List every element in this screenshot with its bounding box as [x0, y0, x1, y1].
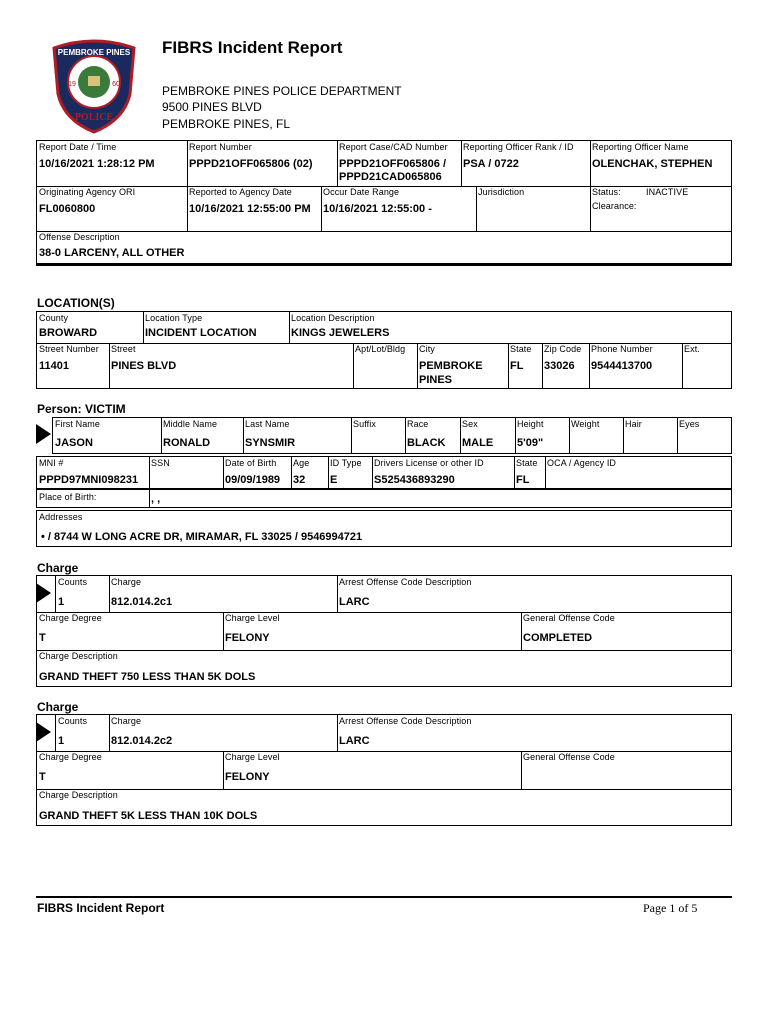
last-name-label: Last Name — [245, 419, 290, 429]
city-value-1: PEMBROKE — [419, 360, 483, 372]
zip-label: Zip Code — [544, 344, 582, 354]
officer-name-label: Reporting Officer Name — [592, 142, 689, 152]
person-name-table — [52, 417, 732, 454]
charge-desc-label: Charge Description — [39, 790, 118, 800]
jurisdiction-label: Jurisdiction — [478, 187, 525, 197]
weight-label: Weight — [571, 419, 600, 429]
mni-label: MNI # — [39, 458, 64, 468]
report-number-value: PPPD21OFF065806 (02) — [189, 158, 313, 170]
place-of-birth-row — [36, 489, 732, 508]
middle-name-label: Middle Name — [163, 419, 218, 429]
case-number-label: Report Case/CAD Number — [339, 142, 448, 152]
id-state-value: FL — [516, 474, 530, 486]
dl-label: Drivers License or other ID — [374, 458, 484, 468]
location-desc-value: KINGS JEWELERS — [291, 327, 390, 339]
first-name-value: JASON — [55, 437, 93, 449]
race-value: BLACK — [407, 437, 446, 449]
mni-value: PPPD97MNI098231 — [39, 474, 139, 486]
officer-rank-value: PSA / 0722 — [463, 158, 519, 170]
hair-label: Hair — [625, 419, 642, 429]
eyes-label: Eyes — [679, 419, 700, 429]
charge-label: Charge — [111, 577, 142, 587]
charge-degree-value: T — [39, 632, 46, 644]
race-label: Race — [407, 419, 429, 429]
ssn-label: SSN — [151, 458, 170, 468]
first-name-label: First Name — [55, 419, 101, 429]
id-type-label: ID Type — [330, 458, 362, 468]
status-label: Status: — [592, 187, 621, 197]
charge-1-section-title: Charge — [37, 561, 79, 575]
reported-date-value: 10/16/2021 12:55:00 PM — [189, 203, 311, 215]
addresses-label: Addresses — [39, 512, 83, 522]
counts-label: Counts — [58, 716, 88, 726]
dept-street: 9500 PINES BLVD — [162, 100, 262, 114]
reported-date-label: Reported to Agency Date — [189, 187, 292, 197]
counts-value: 1 — [58, 735, 65, 747]
oca-label: OCA / Agency ID — [547, 458, 617, 468]
middle-name-value: RONALD — [163, 437, 211, 449]
suffix-label: Suffix — [353, 419, 376, 429]
addresses-table — [36, 510, 732, 547]
county-label: County — [39, 313, 69, 323]
street-number-value: 11401 — [39, 360, 69, 372]
county-value: BROWARD — [39, 327, 98, 339]
street-number-label: Street Number — [39, 344, 99, 354]
charge-desc-label: Charge Description — [39, 651, 118, 661]
charge-level-label: Charge Level — [225, 613, 280, 623]
location-type-value: INCIDENT LOCATION — [145, 327, 257, 339]
location-table — [36, 311, 732, 389]
height-label: Height — [517, 419, 544, 429]
street-value: PINES BLVD — [111, 360, 177, 372]
dl-value: S525436893290 — [374, 474, 455, 486]
report-number-label: Report Number — [189, 142, 252, 152]
expand-arrow-icon — [36, 424, 51, 444]
height-value: 5'09" — [517, 437, 544, 449]
charge-level-value: FELONY — [225, 771, 270, 783]
arrest-code-label: Arrest Offense Code Description — [339, 577, 472, 587]
state-label: State — [510, 344, 532, 354]
occur-date-label: Occur Date Range — [323, 187, 400, 197]
officer-rank-label: Reporting Officer Rank / ID — [463, 142, 574, 152]
charge-2-table — [36, 714, 732, 826]
charge-level-label: Charge Level — [225, 752, 280, 762]
counts-label: Counts — [58, 577, 88, 587]
id-state-label: State — [516, 458, 538, 468]
id-type-value: E — [330, 474, 338, 486]
general-offense-label: General Offense Code — [523, 613, 615, 623]
last-name-value: SYNSMIR — [245, 437, 296, 449]
charge-level-value: FELONY — [225, 632, 270, 644]
dob-label: Date of Birth — [225, 458, 277, 468]
city-value-2: PINES — [419, 374, 453, 386]
charge-value: 812.014.2c1 — [111, 596, 173, 608]
general-offense-value: COMPLETED — [523, 632, 593, 644]
phone-value: 9544413700 — [591, 360, 653, 372]
seal-year-right: 60 — [112, 81, 120, 88]
offense-value: 38-0 LARCENY, ALL OTHER — [39, 247, 185, 259]
location-section-title: LOCATION(S) — [37, 296, 115, 310]
phone-label: Phone Number — [591, 344, 653, 354]
location-type-label: Location Type — [145, 313, 203, 323]
city-label: City — [419, 344, 435, 354]
state-value: FL — [510, 360, 524, 372]
street-label: Street — [111, 344, 136, 354]
police-seal-logo — [50, 38, 138, 134]
pob-label: Place of Birth: — [39, 492, 97, 502]
charge-2-section-title: Charge — [37, 700, 79, 714]
ori-value: FL0060800 — [39, 203, 96, 215]
address-item: • / 8744 W LONG ACRE DR, MIRAMAR, FL 33025 / 9546994721 — [41, 531, 363, 543]
sex-label: Sex — [462, 419, 478, 429]
officer-name-value: OLENCHAK, STEPHEN — [592, 158, 713, 170]
apt-label: Apt/Lot/Bldg — [355, 344, 406, 354]
charge-label: Charge — [111, 716, 142, 726]
arrest-code-label: Arrest Offense Code Description — [339, 716, 472, 726]
sex-value: MALE — [462, 437, 494, 449]
case-number-value-2: PPPD21CAD065806 — [339, 171, 442, 183]
report-date-label: Report Date / Time — [39, 142, 117, 152]
charge-1-table — [36, 575, 732, 687]
clearance-label: Clearance: — [592, 201, 637, 211]
dept-city: PEMBROKE PINES, FL — [162, 117, 291, 131]
seal-bottom-text: POLICE — [74, 112, 114, 123]
status-value: INACTIVE — [646, 187, 689, 197]
occur-date-value: 10/16/2021 12:55:00 - — [323, 203, 432, 215]
person-id-table — [36, 456, 732, 489]
pob-value: , , — [151, 493, 161, 505]
counts-value: 1 — [58, 596, 65, 608]
dob-value: 09/09/1989 — [225, 474, 281, 486]
person-section-title: Person: VICTIM — [37, 402, 126, 416]
report-info-table — [36, 140, 732, 266]
charge-desc-value: GRAND THEFT 5K LESS THAN 10K DOLS — [39, 810, 258, 822]
seal-top-text: PEMBROKE PINES — [57, 48, 131, 57]
arrest-code-value: LARC — [339, 735, 370, 747]
charge-degree-label: Charge Degree — [39, 613, 102, 623]
case-number-value-1: PPPD21OFF065806 / — [339, 158, 447, 170]
ori-label: Originating Agency ORI — [39, 187, 136, 197]
general-offense-label: General Offense Code — [523, 752, 615, 762]
age-value: 32 — [293, 474, 306, 486]
location-desc-label: Location Description — [291, 313, 375, 323]
ext-label: Ext. — [684, 344, 700, 354]
page-indicator: Page 1 of 5 — [643, 901, 698, 915]
charge-degree-label: Charge Degree — [39, 752, 102, 762]
charge-value: 812.014.2c2 — [111, 735, 173, 747]
charge-desc-value: GRAND THEFT 750 LESS THAN 5K DOLS — [39, 671, 256, 683]
dept-name: PEMBROKE PINES POLICE DEPARTMENT — [162, 84, 402, 98]
arrest-code-value: LARC — [339, 596, 370, 608]
footer-title: FIBRS Incident Report — [37, 901, 165, 915]
charge-degree-value: T — [39, 771, 46, 783]
footer-divider — [36, 896, 732, 898]
age-label: Age — [293, 458, 310, 468]
zip-value: 33026 — [544, 360, 575, 372]
report-title: FIBRS Incident Report — [162, 38, 343, 57]
report-date-value: 10/16/2021 1:28:12 PM — [39, 158, 155, 170]
seal-year-left: 19 — [68, 81, 76, 88]
offense-label: Offense Description — [39, 232, 120, 242]
